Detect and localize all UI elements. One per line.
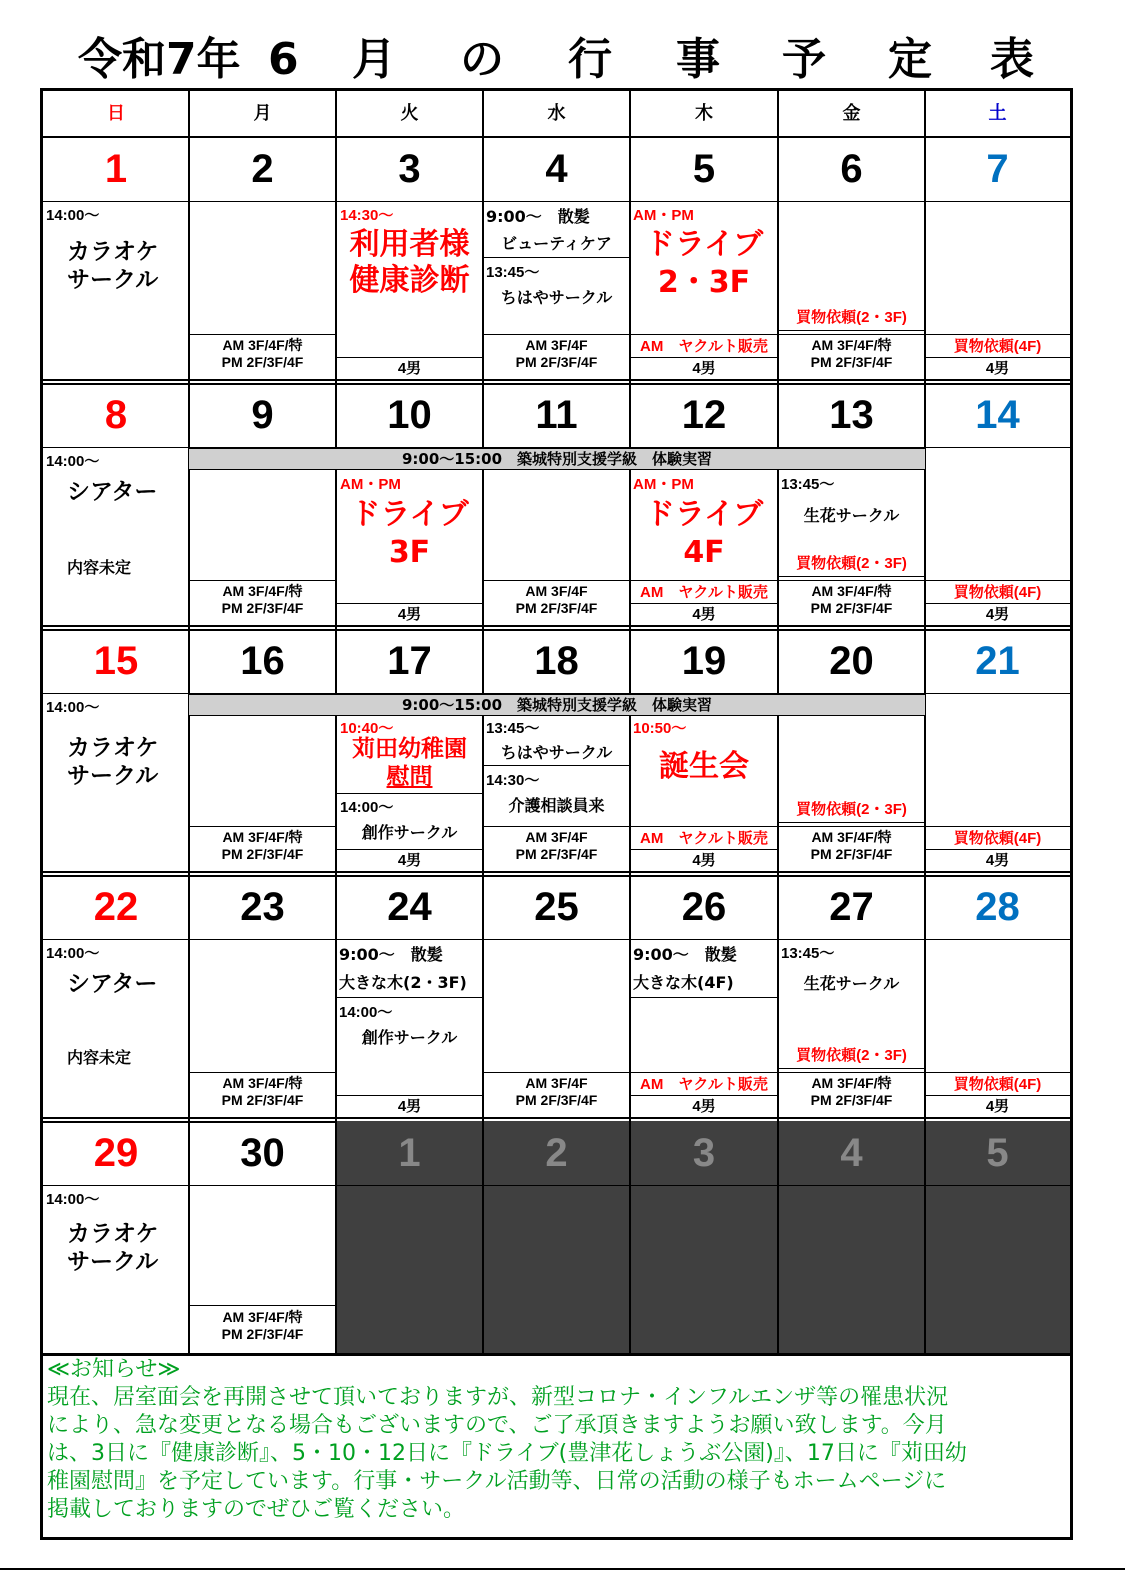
day-number: 2 [251, 147, 274, 191]
day18-time2: 14:30～ [486, 772, 540, 789]
cell-divider [483, 765, 630, 766]
cell-divider [483, 257, 630, 258]
day4-time2: 13:45～ [486, 264, 540, 281]
day26-tree: 大きな木(4F) [633, 973, 734, 992]
day19-time: 10:50～ [633, 720, 687, 737]
day-number-divider [43, 939, 1070, 940]
sunday-time: 14:00～ [46, 207, 100, 224]
day17-time2: 14:00～ [340, 799, 394, 816]
floor-info-divider [483, 580, 630, 581]
next-month-day-number: 1 [398, 1131, 421, 1175]
day-number: 29 [93, 1131, 139, 1175]
day-number: 20 [829, 639, 874, 683]
day27-ikebana: 生花サークル [803, 974, 900, 993]
floor-info-divider [778, 580, 925, 581]
day-number: 23 [240, 885, 285, 929]
day17-event-line1: 苅田幼稚園 [352, 736, 467, 762]
day12-floor: 4F [683, 535, 725, 570]
day27-time: 13:45～ [781, 945, 835, 962]
four-male-label: 4男 [692, 852, 716, 869]
floor-am-label: AM 3F/4F/特 [222, 583, 303, 599]
day-number: 19 [681, 639, 727, 683]
sunday-event-line1: カラオケ [67, 239, 159, 265]
floor-am-label: AM 3F/4F/特 [222, 337, 303, 353]
sunday-event-line2: サークル [67, 1249, 159, 1275]
title-month-number: 6 [268, 34, 299, 85]
four-male-label: 4男 [692, 1098, 716, 1115]
day-number-divider [43, 201, 1070, 202]
day-number: 13 [829, 393, 874, 437]
floor-pm-label: PM 2F/3F/4F [810, 600, 893, 616]
floor-info-divider [630, 580, 778, 581]
floor-info-divider [778, 330, 925, 331]
floor-am-label: AM 3F/4F/特 [811, 583, 892, 599]
day12-drive: ドライブ [644, 497, 764, 532]
calendar-grid [40, 88, 1073, 1356]
training-band: 9:00～15:00 築城特別支援学級 体験実習 [189, 448, 925, 470]
sunday-undecided: 内容未定 [67, 1048, 132, 1067]
title-tei-char: 定 [888, 34, 932, 85]
floor-info-divider [189, 826, 336, 827]
shopping-4-label: 買物依頼(4F) [953, 1076, 1042, 1093]
title-gyo-char: 行 [568, 34, 612, 85]
floor-info-divider [630, 826, 778, 827]
floor-info-divider [483, 1072, 630, 1073]
floor-am-label: AM 3F/4F/特 [222, 1309, 303, 1325]
day17-sosaku: 創作サークル [361, 823, 458, 842]
floor-am-label: AM 3F/4F/特 [811, 337, 892, 353]
weekday-header: 日 [107, 103, 125, 124]
day-number: 15 [93, 639, 139, 683]
floor-info-divider [189, 580, 336, 581]
sunday-event-line1: カラオケ [67, 1221, 159, 1247]
day-number: 30 [240, 1131, 285, 1175]
weekday-header: 水 [547, 103, 566, 124]
sunday-event-line1: カラオケ [67, 735, 159, 761]
shopping-23-label: 買物依頼(2・3F) [796, 801, 907, 818]
floor-info-divider [630, 334, 778, 335]
shopping-23-label: 買物依頼(2・3F) [796, 309, 907, 326]
four-male-label: 4男 [692, 606, 716, 623]
weekday-header: 月 [253, 103, 272, 124]
day13-ikebana: 生花サークル [803, 506, 900, 525]
floor-am-label: AM 3F/4F [525, 337, 588, 353]
floor-pm-label: PM 2F/3F/4F [221, 1092, 304, 1108]
day-number: 17 [387, 639, 432, 683]
floor-info-divider [925, 1095, 1070, 1096]
shopping-4-label: 買物依頼(4F) [953, 338, 1042, 355]
floor-info-divider [483, 826, 630, 827]
day17-event-line2: 慰問 [386, 764, 433, 790]
notice-line: は、3日に『健康診断』、5・10・12日に『ドライブ(豊津花しょうぶ公園)』、17日に『苅田幼 [47, 1441, 967, 1466]
day-number: 9 [251, 393, 274, 437]
sunday-undecided: 内容未定 [67, 558, 132, 577]
yakult-label: AM ヤクルト販売 [640, 1076, 768, 1093]
floor-info-divider [778, 1068, 925, 1069]
floor-pm-label: PM 2F/3F/4F [221, 600, 304, 616]
day24-sosaku: 創作サークル [361, 1028, 458, 1047]
floor-am-label: AM 3F/4F/特 [222, 829, 303, 845]
day-number: 28 [975, 885, 1020, 929]
four-male-label: 4男 [397, 852, 422, 869]
cell-divider [336, 997, 483, 998]
day18-time: 13:45～ [486, 720, 540, 737]
day-number: 21 [975, 639, 1020, 683]
shopping-23-label: 買物依頼(2・3F) [796, 1047, 907, 1064]
floor-info-divider [630, 849, 778, 850]
next-month-day-number: 2 [545, 1131, 568, 1175]
day-number: 26 [681, 885, 727, 929]
floor-pm-label: PM 2F/3F/4F [221, 1326, 304, 1342]
day24-time2: 14:00～ [339, 1004, 393, 1021]
day4-beauty-care: ビューティケア [501, 234, 612, 253]
floor-pm-label: PM 2F/3F/4F [810, 354, 893, 370]
floor-info-divider [336, 1095, 483, 1096]
training-band: 9:00～15:00 築城特別支援学級 体験実習 [189, 694, 925, 716]
cell-divider [336, 793, 483, 794]
day-number: 4 [545, 147, 568, 191]
day-number: 16 [240, 639, 285, 683]
title-ji-char: 事 [676, 34, 720, 85]
yakult-label: AM ヤクルト販売 [640, 338, 768, 355]
notice-line: 稚園慰問』を予定しています。行事・サークル活動等、日常の活動の様子もホームページに [47, 1469, 947, 1494]
sunday-event-line2: サークル [67, 763, 159, 789]
title-hyo-char: 表 [990, 34, 1034, 85]
day5-floor: 2・3F [657, 265, 751, 300]
weekday-header: 土 [988, 103, 1007, 124]
notice-box [40, 1356, 1073, 1540]
sunday-time: 14:00～ [46, 699, 100, 716]
day-number: 25 [534, 885, 579, 929]
floor-am-label: AM 3F/4F/特 [811, 829, 892, 845]
page-title [0, 30, 1125, 90]
floor-pm-label: PM 2F/3F/4F [515, 1092, 598, 1108]
weekday-header: 火 [400, 103, 419, 124]
floor-pm-label: PM 2F/3F/4F [810, 1092, 893, 1108]
day-number: 7 [986, 147, 1009, 191]
floor-info-divider [189, 1305, 336, 1306]
day4-chihaya: ちはやサークル [500, 288, 613, 307]
floor-info-divider [925, 603, 1070, 604]
four-male-label: 4男 [397, 606, 422, 623]
floor-info-divider [925, 580, 1070, 581]
title-year: 令和7年 [78, 34, 241, 85]
floor-info-divider [778, 826, 925, 827]
four-male-label: 4男 [397, 360, 422, 377]
floor-info-divider [925, 357, 1070, 358]
floor-info-divider [630, 357, 778, 358]
sunday-event: シアター [67, 479, 158, 505]
day10-drive: ドライブ [350, 497, 469, 532]
floor-pm-label: PM 2F/3F/4F [515, 846, 598, 862]
day-number: 8 [104, 393, 128, 437]
floor-pm-label: PM 2F/3F/4F [221, 846, 304, 862]
floor-info-divider [336, 603, 483, 604]
four-male-label: 4男 [985, 360, 1010, 377]
floor-am-label: AM 3F/4F/特 [811, 1075, 892, 1091]
day5-ampm: AM・PM [633, 207, 694, 224]
cell-divider [630, 997, 778, 998]
title-no-char: の [460, 34, 504, 85]
day-number: 14 [975, 393, 1020, 437]
day-number: 27 [829, 885, 874, 929]
floor-info-divider [925, 849, 1070, 850]
day13-time: 13:45～ [781, 476, 835, 493]
day26-time: 9:00～ 散髪 [633, 945, 737, 964]
floor-pm-label: PM 2F/3F/4F [810, 846, 893, 862]
day17-time: 10:40～ [340, 720, 394, 737]
yakult-label: AM ヤクルト販売 [640, 830, 768, 847]
sunday-time: 14:00～ [46, 945, 100, 962]
notice-heading: ≪お知らせ≫ [47, 1357, 181, 1382]
day12-ampm: AM・PM [633, 476, 694, 493]
day4-time: 9:00～ 散髪 [486, 207, 590, 226]
sunday-time: 14:00～ [46, 453, 100, 470]
yakult-label: AM ヤクルト販売 [640, 584, 768, 601]
day-number: 6 [840, 147, 863, 191]
floor-pm-label: PM 2F/3F/4F [515, 600, 598, 616]
floor-info-divider [630, 1095, 778, 1096]
day5-drive: ドライブ [644, 227, 764, 262]
day-number: 22 [93, 885, 139, 929]
title-month-char: 月 [352, 34, 396, 85]
next-month-day-number: 5 [986, 1131, 1009, 1175]
day18-chihaya: ちはやサークル [500, 743, 613, 762]
shopping-23-label: 買物依頼(2・3F) [796, 555, 907, 572]
floor-am-label: AM 3F/4F [525, 1075, 588, 1091]
day24-tree: 大きな木(2・3F) [339, 973, 467, 992]
day10-ampm: AM・PM [340, 476, 401, 493]
bottom-rule [0, 1568, 1125, 1570]
floor-am-label: AM 3F/4F/特 [222, 1075, 303, 1091]
floor-info-divider [630, 1072, 778, 1073]
four-male-label: 4男 [692, 360, 716, 377]
floor-am-label: AM 3F/4F [525, 583, 588, 599]
day18-care: 介護相談員来 [508, 796, 605, 815]
day-number: 3 [398, 147, 421, 191]
next-month-day-number: 3 [692, 1131, 716, 1175]
four-male-label: 4男 [985, 852, 1010, 869]
day10-floor: 3F [388, 535, 431, 570]
day3-time: 14:30～ [340, 207, 394, 224]
day3-event-line2: 健康診断 [349, 263, 470, 298]
floor-pm-label: PM 2F/3F/4F [221, 354, 304, 370]
floor-info-divider [189, 1072, 336, 1073]
day-number: 5 [692, 147, 716, 191]
floor-info-divider [336, 849, 483, 850]
sunday-event-line2: サークル [67, 267, 159, 293]
four-male-label: 4男 [985, 1098, 1010, 1115]
floor-info-divider [630, 603, 778, 604]
day-number: 12 [681, 393, 727, 437]
day-number: 18 [534, 639, 579, 683]
day-number: 10 [387, 393, 432, 437]
day-number-divider [43, 1185, 1070, 1186]
floor-info-divider [189, 334, 336, 335]
notice-line: 現在、居室面会を再開させて頂いておりますが、新型コロナ・インフルエンザ等の罹患状況 [47, 1385, 949, 1410]
weekday-header: 木 [695, 103, 713, 124]
floor-info-divider [778, 576, 925, 577]
next-month-day-number: 4 [840, 1131, 863, 1175]
floor-info-divider [778, 1072, 925, 1073]
four-male-label: 4男 [985, 606, 1010, 623]
shopping-4-label: 買物依頼(4F) [953, 830, 1042, 847]
notice-line: により、急な変更となる場合もございますので、ご了承頂きますようお願い致します。今月 [47, 1413, 947, 1438]
day-number: 11 [535, 393, 578, 437]
weekday-header: 金 [842, 103, 861, 124]
four-male-label: 4男 [397, 1098, 422, 1115]
floor-info-divider [925, 1072, 1070, 1073]
floor-info-divider [778, 822, 925, 823]
floor-info-divider [925, 826, 1070, 827]
floor-am-label: AM 3F/4F [525, 829, 588, 845]
day19-party: 誕生会 [659, 749, 749, 784]
sunday-event: シアター [67, 971, 158, 997]
floor-info-divider [483, 334, 630, 335]
floor-info-divider [925, 334, 1070, 335]
floor-info-divider [778, 334, 925, 335]
day-number: 24 [387, 885, 432, 929]
floor-info-divider [336, 357, 483, 358]
day-number: 1 [104, 147, 128, 191]
day3-event-line1: 利用者様 [349, 227, 470, 262]
day24-time: 9:00～ 散髪 [339, 945, 443, 964]
shopping-4-label: 買物依頼(4F) [953, 584, 1042, 601]
notice-line: 掲載しておりますのでぜひご覧ください。 [47, 1497, 466, 1522]
title-yo-char: 予 [782, 34, 826, 85]
floor-pm-label: PM 2F/3F/4F [515, 354, 598, 370]
sunday-time: 14:00～ [46, 1191, 100, 1208]
